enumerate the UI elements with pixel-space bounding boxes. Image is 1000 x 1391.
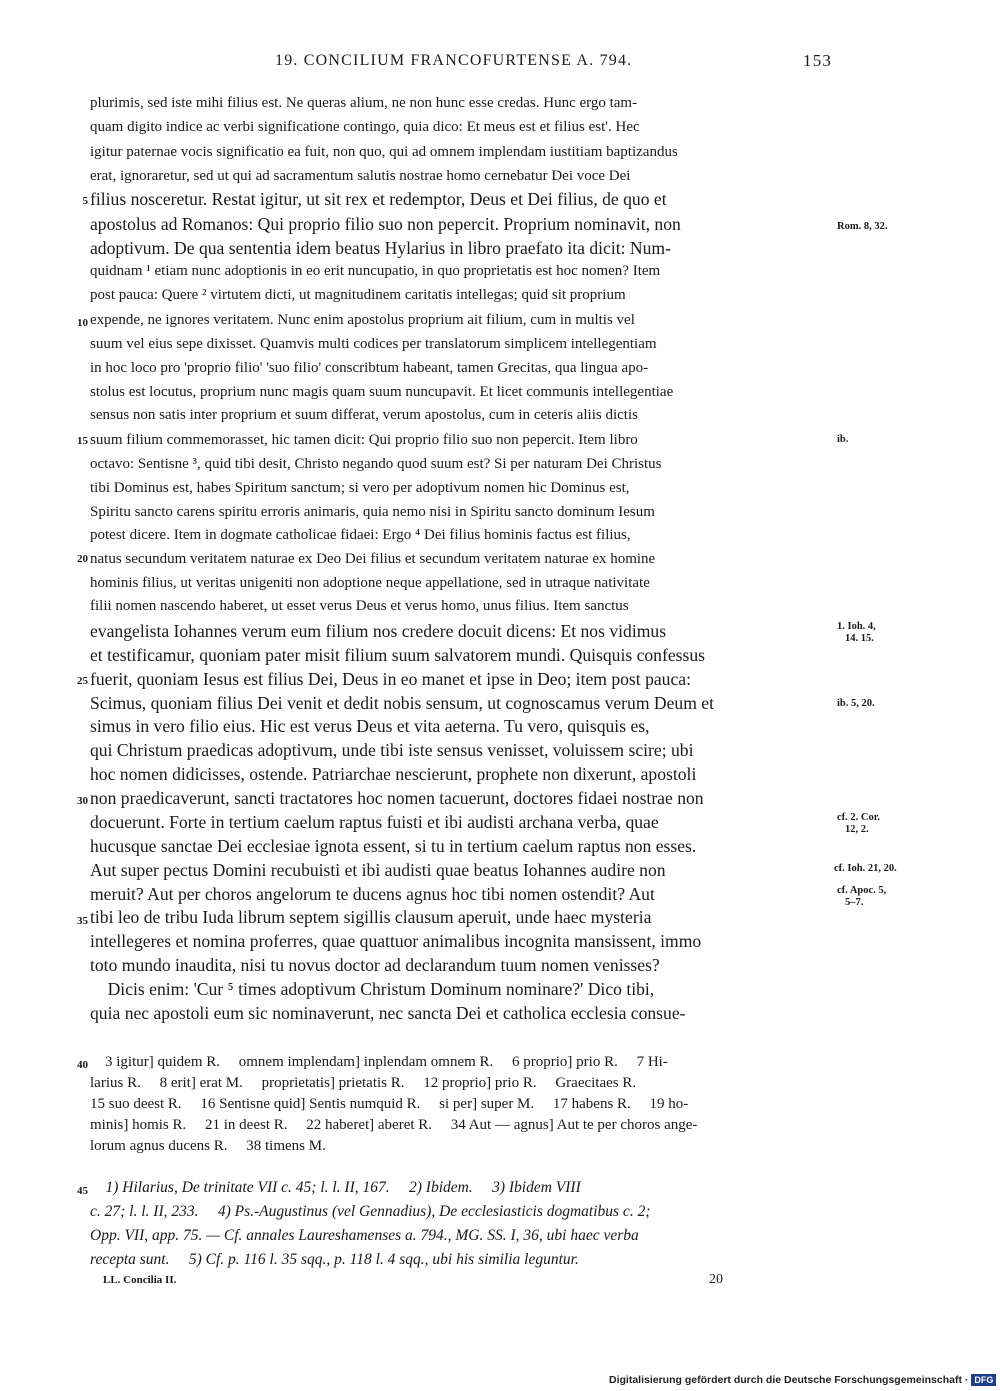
margin-reference: ib. xyxy=(837,434,849,445)
running-head: 19. CONCILIUM FRANCOFURTENSE A. 794. xyxy=(275,52,633,69)
footnote-line: 1) Hilarius, De trinitate VII c. 45; l. l. II, 167. 2) Ibidem. 3) Ibidem VIII xyxy=(90,1179,581,1196)
body-line: igitur paternae vocis significatio ea fuit, non quo, qui ad omnem implendam iustitiam baptizandus xyxy=(90,144,678,160)
body-line: tibi Dominus est, habes Spiritum sanctum; si vero per adoptivum nomen hic Dominus est, xyxy=(90,480,630,496)
sheet-number: 20 xyxy=(709,1272,723,1287)
apparatus-line: lorum agnus ducens R. 38 timens M. xyxy=(90,1138,326,1154)
line-number: 10 xyxy=(77,317,88,329)
body-line: expende, ne ignores veritatem. Nunc enim apostolus proprium ait filium, cum in multis vel xyxy=(90,312,635,328)
line-number: 5 xyxy=(82,195,88,207)
body-line: tibi leo de tribu Iuda librum septem sigillis clausum aperuit, unde haec mysteria xyxy=(90,907,652,927)
apparatus-line: 3 igitur] quidem R. omnem implendam] inplendam omnem R. 6 proprio] prio R. 7 Hi- xyxy=(90,1054,668,1070)
body-line: octavo: Sentisne ³, quid tibi desit, Christo negando quod suum est? Si per naturam Dei Christus xyxy=(90,456,662,472)
footnote-line: Opp. VII, app. 75. — Cf. annales Laureshamenses a. 794., MG. SS. I, 36, ubi haec verba xyxy=(90,1227,639,1244)
body-line: quia nec apostoli eum sic nominaverunt, nec sancta Dei et catholica ecclesia consue- xyxy=(90,1003,686,1023)
line-number: 35 xyxy=(77,915,88,927)
body-line: adoptivum. De qua sententia idem beatus Hylarius in libro praefato ita dicit: Num- xyxy=(90,238,671,258)
body-line: hominis filius, ut veritas unigeniti non adoptione neque appellatione, sed in utraque nativitate xyxy=(90,575,650,591)
apparatus-line: minis] homis R. 21 in deest R. 22 haberet] aberet R. 34 Aut — agnus] Aut te per choros ange- xyxy=(90,1117,698,1133)
body-line: apostolus ad Romanos: Qui proprio filio suo non pepercit. Proprium nominavit, non xyxy=(90,214,681,234)
line-number: 20 xyxy=(77,553,88,565)
line-number: 15 xyxy=(77,435,88,447)
body-line: stolus est locutus, proprium nunc magis quam suum nuncupavit. Et licet communis intellegentiae xyxy=(90,384,674,400)
body-line: meruit? Aut per choros angelorum te ducens agnus hoc tibi nomen ostendit? Aut xyxy=(90,884,655,904)
credit-text: Digitalisierung gefördert durch die Deutsche Forschungsgemeinschaft · xyxy=(609,1374,969,1386)
body-line: sensus non satis inter proprium et suum differat, verum apostolus, cum in ceteris aliis dictis xyxy=(90,407,638,423)
margin-reference: 14. 15. xyxy=(845,633,874,644)
body-line: Aut super pectus Domini recubuisti et ibi audisti quae beatus Iohannes audire non xyxy=(90,860,666,880)
apparatus-line: larius R. 8 erit] erat M. proprietatis] prietatis R. 12 proprio] prio R. Graecitaes R. xyxy=(90,1075,637,1091)
dfg-logo: DFG xyxy=(971,1374,996,1386)
body-line: erat, ignoraretur, sed ut qui ad sacramentum salutis nostrae homo cernebatur Dei voce Dei xyxy=(90,168,631,184)
margin-reference: 5–7. xyxy=(845,897,864,908)
body-line: filius nosceretur. Restat igitur, ut sit rex et redemptor, Deus et Dei filius, de quo et xyxy=(90,189,667,209)
body-line: quidnam ¹ etiam nunc adoptionis in eo erit nuncupatio, in quo proprietatis est hoc nomen? Item xyxy=(90,263,661,279)
line-number: 25 xyxy=(77,675,88,687)
body-line: quam digito indice ac verbi significatione contingo, quia dico: Et meus est et filius est'. Hec xyxy=(90,119,640,135)
body-line: evangelista Iohannes verum eum filium nos credere docuit dicens: Et nos vidimus xyxy=(90,621,667,641)
body-line: non praedicaverunt, sancti tractatores hoc nomen tacuerunt, doctores fidaei nostrae non xyxy=(90,788,704,808)
body-line: qui Christum praedicas adoptivum, unde tibi iste sensus venisset, voluissem scire; ubi xyxy=(90,740,694,760)
body-line: natus secundum veritatem naturae ex Deo Dei filius et secundum veritatem naturae ex homine xyxy=(90,551,656,567)
footer-signature: LL. Concilia II. xyxy=(103,1274,177,1286)
body-line: fuerit, quoniam Iesus est filius Dei, Deus in eo manet et ipse in Deo; item post pauca: xyxy=(90,669,691,689)
body-line: filii nomen nascendo haberet, ut esset verus Deus et verus homo, unus filius. Item sanctus xyxy=(90,598,629,614)
body-line: plurimis, sed iste mihi filius est. Ne queras alium, ne non hunc esse credas. Hunc ergo tam- xyxy=(90,95,638,111)
body-line: potest dicere. Item in dogmate catholicae fidaei: Ergo ⁴ Dei filius hominis factus est filius, xyxy=(90,527,631,543)
margin-reference: 1. Ioh. 4, xyxy=(837,621,876,632)
body-line: Scimus, quoniam filius Dei venit et dedit nobis sensum, ut cognoscamus verum Deum et xyxy=(90,693,715,713)
line-number: 30 xyxy=(77,795,88,807)
margin-reference: cf. Apoc. 5, xyxy=(837,885,887,896)
line-number: 40 xyxy=(77,1059,88,1071)
body-line: suum filium commemorasset, hic tamen dicit: Qui proprio filio suo non pepercit. Item libro xyxy=(90,432,638,448)
margin-reference: 12, 2. xyxy=(845,824,869,835)
margin-reference: cf. Ioh. 21, 20. xyxy=(834,863,897,874)
margin-reference: Rom. 8, 32. xyxy=(837,221,888,232)
body-line: docuerunt. Forte in tertium caelum raptus fuisti et ibi audisti archana verba, quae xyxy=(90,812,659,832)
footnote-line: recepta sunt. 5) Cf. p. 116 l. 35 sqq., p. 118 l. 4 sqq., ubi his similia leguntur. xyxy=(90,1251,579,1268)
body-line: toto mundo inaudita, nisi tu novus doctor ad declarandum tuum nomen venisses? xyxy=(90,955,660,975)
body-line: simus in vero filio eius. Hic est verus Deus et vita aeterna. Tu vero, quisquis es, xyxy=(90,716,650,736)
body-line: intellegeres et nomina proferres, quae quattuor animalibus incognita mansissent, immo xyxy=(90,931,702,951)
apparatus-line: 15 suo deest R. 16 Sentisne quid] Sentis numquid R. si per] super M. 17 habens R. 19 ho- xyxy=(90,1096,689,1112)
margin-reference: ib. 5, 20. xyxy=(837,698,875,709)
margin-reference: cf. 2. Cor. xyxy=(837,812,881,823)
line-number: 45 xyxy=(77,1185,88,1197)
body-line: post pauca: Quere ² virtutem dicti, ut magnitudinem caritatis intellegas; quid sit proprium xyxy=(90,287,626,303)
body-line: in hoc loco pro 'proprio filio' 'suo filio' conscribtum habeant, tamen Grecitas, qua lingua apo- xyxy=(90,360,649,376)
page-number: 153 xyxy=(803,51,833,70)
body-line: hoc nomen didicisses, ostende. Patriarchae nescierunt, prophete non dixerunt, apostoli xyxy=(90,764,697,784)
footnote-line: c. 27; l. l. II, 233. 4) Ps.-Augustinus (vel Gennadius), De ecclesiasticis dogmatibus c. 2; xyxy=(90,1203,651,1220)
body-line: suum vel eius sepe dixisset. Quamvis multi codices per translatorum simplicem intellegentiam xyxy=(90,336,657,352)
body-line: et testificamur, quoniam pater misit filium suum salvatorem mundi. Quisquis confessus xyxy=(90,645,705,665)
digitization-credit xyxy=(609,1374,996,1386)
body-line: hucusque sanctae Dei ecclesiae ignota essent, si tu in tertium caelum raptus non esses. xyxy=(90,836,697,856)
body-line: Dicis enim: 'Cur ⁵ times adoptivum Christum Dominum nominare?' Dico tibi, xyxy=(90,979,655,999)
body-line: Spiritu sancto carens spiritu erroris animaris, quia nemo nisi in Spiritu sancto dominum Iesum xyxy=(90,504,655,520)
